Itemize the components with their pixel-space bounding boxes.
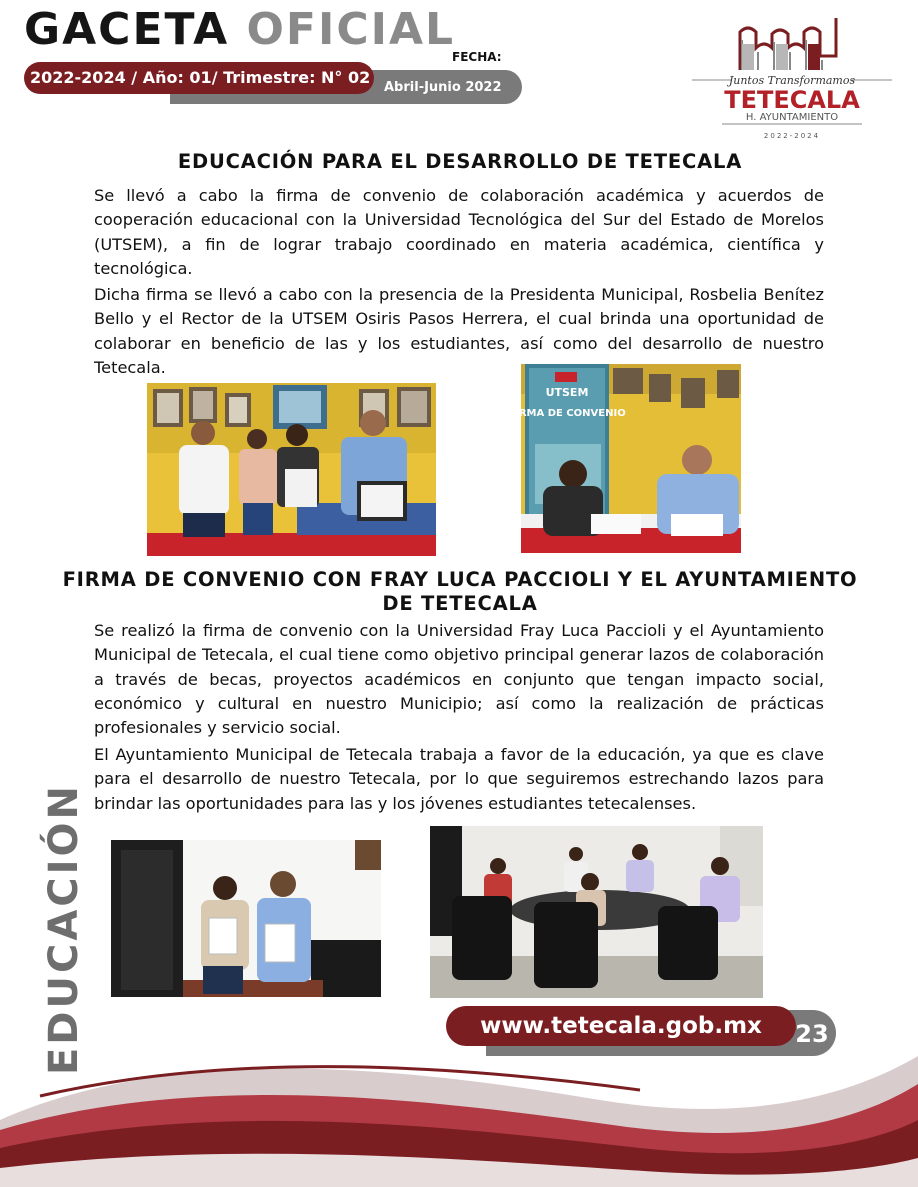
tetecala-logo <box>688 10 896 142</box>
section2-paragraph2: El Ayuntamiento Municipal de Tetecala trabaja a favor de la educación, ya que es clave para el desarrollo de nuestro Tetecala, por lo que seguiremos estrechando lazos para brindar las oportunidades para las y los jóvenes estudiantes tetecalenses. <box>94 745 824 813</box>
banner-brand: UTSEM <box>545 386 589 399</box>
gazette-title-part2: OFICIAL <box>246 4 456 55</box>
gazette-title-part1: GACETA <box>24 4 230 55</box>
section2-paragraph1: Se realizó la firma de convenio con la Universidad Fray Luca Paccioli y el Ayuntamiento Municipal de Tetecala, el cual tiene como objetivo principal generar lazos de colaboración a través de becas, proyectos académicos en conjunto que tengan impacto social, económico y cultural en nuestro Municipio; así como la realización de prácticas profesionales y servicio social. <box>94 621 824 738</box>
section-side-label <box>36 782 92 1076</box>
section1-paragraph2: Dicha firma se llevó a cabo con la presencia de la Presidenta Municipal, Rosbelia Benítez Bello y el Rector de la UTSEM Osiris Pasos Herrera, el cual brinda una oportunidad de colaborar en beneficio de las y los estudiantes, así como del desarrollo de nuestro Tetecala. <box>94 285 824 377</box>
section-side-label-text: EDUCACIÓN <box>41 782 87 1076</box>
logo-period: 2022-2024 <box>763 132 821 140</box>
logo-name: TETECALA <box>724 86 860 114</box>
section1-title: EDUCACIÓN PARA EL DESARROLLO DE TETECALA <box>177 150 743 173</box>
logo-subtitle: H. AYUNTAMIENTO <box>745 112 839 123</box>
banner-text: FIRMA DE CONVENIO <box>508 408 626 419</box>
section2-title: FIRMA DE CONVENIO CON FRAY LUCA PACCIOLI Y EL AYUNTAMIENTO DE TETECALA <box>62 568 858 615</box>
photo-utsem-group <box>147 383 436 556</box>
gazette-title <box>24 4 455 56</box>
date-value: Abril-Junio 2022 <box>384 80 502 95</box>
website-link[interactable]: www.tetecala.gob.mx <box>446 1006 796 1046</box>
edition-pill: 2022-2024 / Año: 01/ Trimestre: N° 02 <box>24 62 374 94</box>
photo-paccioli-meeting <box>430 826 763 998</box>
photo-paccioli-pair <box>111 840 381 997</box>
section1-paragraph1: Se llevó a cabo la firma de convenio de colaboración académica y acuerdos de cooperación educacional con la Universidad Tecnológica del Sur del Estado de Morelos (UTSEM), a fin de lograr trabajo coordinado en materia académica, científica y tecnológica. <box>94 186 824 278</box>
date-label: FECHA: <box>452 50 502 64</box>
page-number: 23 <box>795 1020 829 1048</box>
photo-utsem-signing <box>508 364 741 553</box>
logo-tagline: Juntos Transformamos <box>728 74 856 87</box>
